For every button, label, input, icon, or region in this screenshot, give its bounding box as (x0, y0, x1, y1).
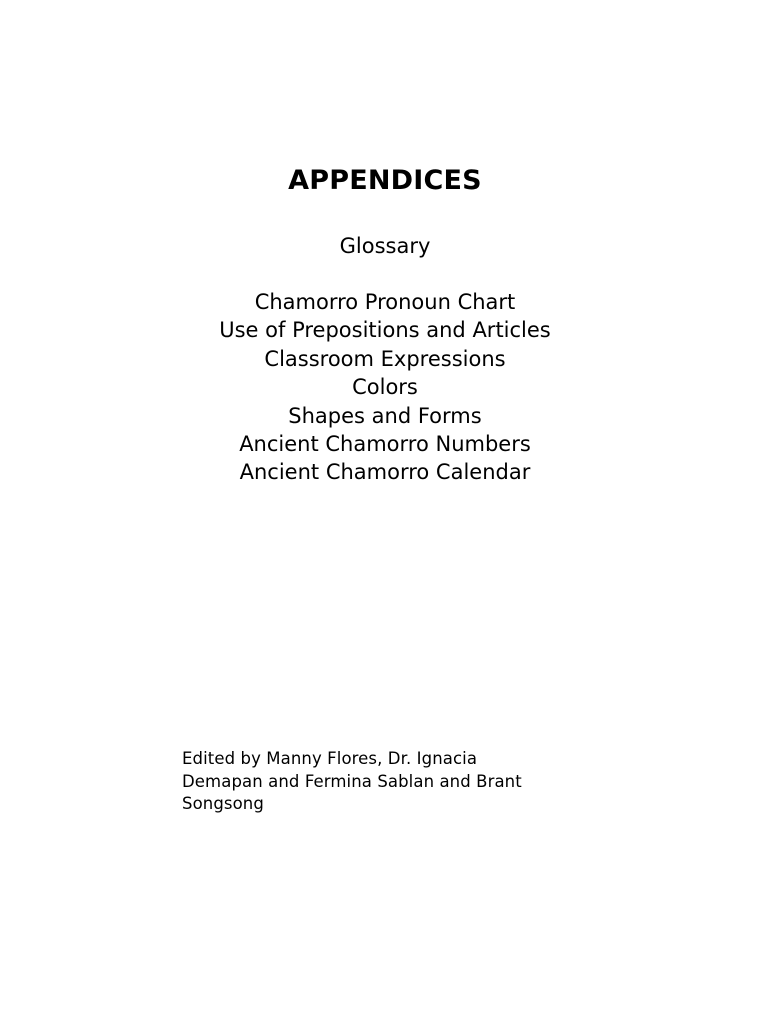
list-item-ancient-numbers: Ancient Chamorro Numbers (239, 432, 531, 457)
list-item-ancient-calendar: Ancient Chamorro Calendar (239, 460, 531, 485)
list-item-prepositions-articles: Use of Prepositions and Articles (219, 318, 551, 343)
list-item-pronoun-chart: Chamorro Pronoun Chart (254, 290, 516, 314)
editors-credit (182, 748, 582, 816)
glossary-entry: Glossary (339, 234, 431, 258)
editors-line: Demapan and Fermina Sablan and Brant (182, 771, 522, 791)
editors-line: Songsong (182, 794, 264, 813)
appendix-contents-list (0, 288, 770, 487)
list-item-colors: Colors (352, 375, 418, 400)
editors-line: Edited by Manny Flores, Dr. Ignacia (182, 749, 478, 768)
page-title: APPENDICES (288, 165, 482, 196)
list-item-classroom-expressions: Classroom Expressions (264, 346, 506, 371)
list-item-shapes-forms: Shapes and Forms (288, 403, 482, 428)
